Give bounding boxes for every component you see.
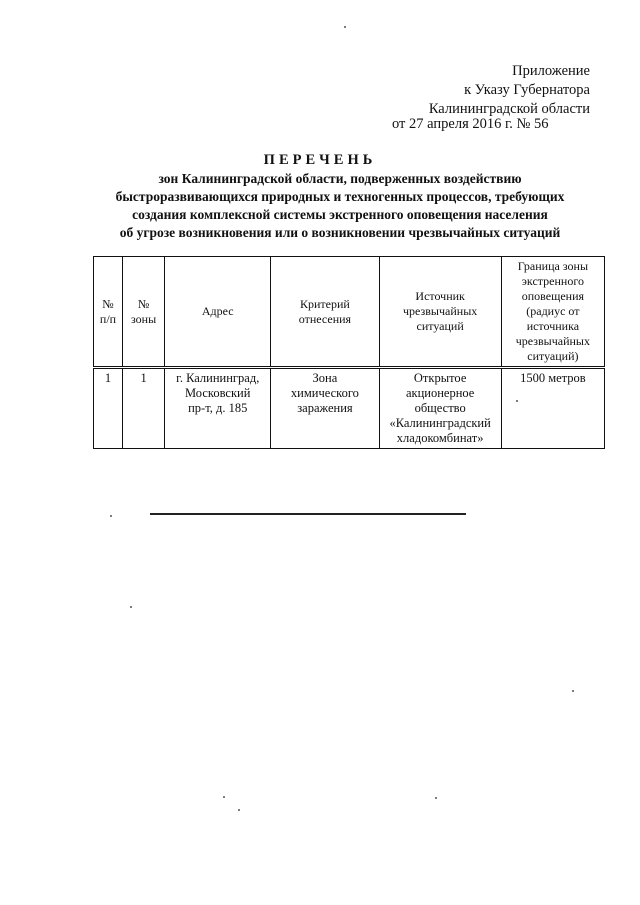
cell-zone: 1 [123, 368, 165, 449]
cell-address: г. Калининград, Московский пр-т, д. 185 [165, 368, 271, 449]
appendix-line-1: Приложение [512, 63, 590, 79]
scan-speck [435, 797, 437, 799]
subtitle-line-2: быстроразвивающихся природных и техногенных процессов, требующих [115, 189, 565, 204]
scan-speck [223, 796, 225, 798]
header-criterion: Критерий отнесения [271, 257, 379, 368]
cell-boundary: 1500 метров [501, 368, 604, 449]
scan-speck [572, 690, 574, 692]
zones-table [93, 256, 605, 449]
header-num: № п/п [94, 257, 123, 368]
appendix-line-2: к Указу Губернатора [464, 82, 590, 98]
scan-speck [130, 606, 132, 608]
header-boundary: Граница зоны экстренного оповещения (радиус от источника чрезвычайных ситуаций) [501, 257, 604, 368]
header-zone: № зоны [123, 257, 165, 368]
table-row [94, 368, 605, 449]
subtitle-line-4: об угрозе возникновения или о возникновении чрезвычайных ситуаций [119, 225, 561, 240]
subtitle-line-3: создания комплексной системы экстренного оповещения населения [132, 207, 548, 222]
end-separator-line [150, 513, 466, 515]
table-header-row [94, 257, 605, 368]
scan-speck [110, 515, 112, 517]
header-source: Источник чрезвычайных ситуаций [379, 257, 501, 368]
cell-num: 1 [94, 368, 123, 449]
cell-source: Открытое акционерное общество «Калининградский хладокомбинат» [379, 368, 501, 449]
document-title: ПЕРЕЧЕНЬ [263, 152, 377, 168]
cell-criterion: Зона химического заражения [271, 368, 379, 449]
scan-speck [516, 400, 518, 402]
subtitle-line-1: зон Калининградской области, подверженных воздействию [158, 171, 522, 186]
appendix-line-3: Калининградской области [428, 101, 590, 117]
appendix-block [429, 62, 590, 119]
scan-speck [238, 809, 240, 811]
decree-date-number: от 27 апреля 2016 г. № 56 [392, 116, 549, 132]
header-address: Адрес [165, 257, 271, 368]
document-subtitle [70, 170, 610, 242]
scan-speck [344, 26, 346, 28]
